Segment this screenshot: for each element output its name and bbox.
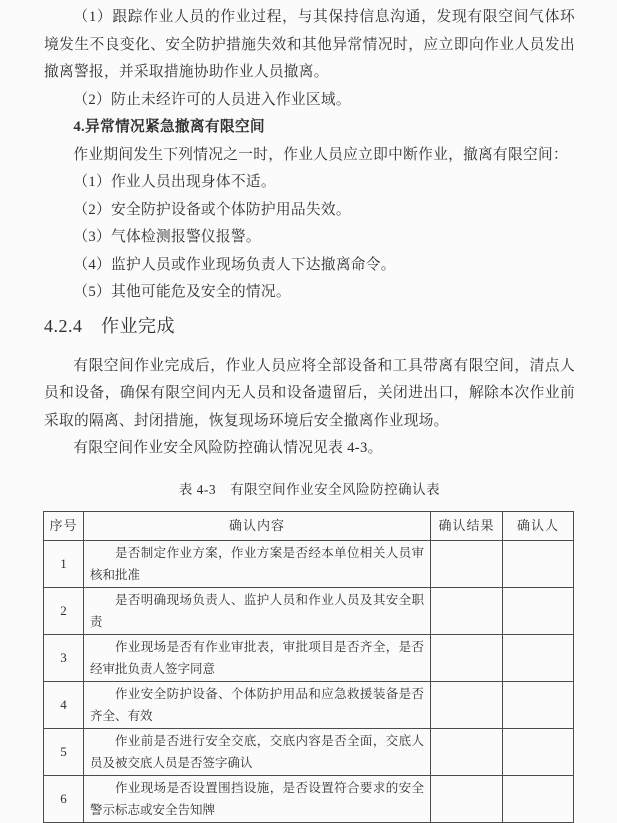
list-item-3: （3）气体检测报警仪报警。 (73, 229, 261, 245)
row-content: 作业现场是否设置围挡设施，是否设置符合要求的安全警示标志或安全告知牌 (84, 775, 431, 822)
row-confirmer (503, 728, 574, 775)
header-cell-confirmer: 确认人 (503, 511, 574, 540)
row-result (431, 728, 503, 775)
table-row (44, 681, 574, 728)
row-confirmer (503, 681, 574, 728)
table-row (44, 728, 574, 775)
row-content: 作业前是否进行安全交底，交底内容是否全面，交底人员及被交底人员是否签字确认 (84, 728, 431, 775)
table-row (44, 540, 574, 587)
table-caption: 表 4-3 有限空间作业安全风险防控确认表 (178, 481, 441, 497)
row-content: 作业安全防护设备、个体防护用品和应急救援装备是否齐全、有效 (84, 681, 431, 728)
section-heading-4-2-4: 4.2.4 作业完成 (44, 315, 175, 336)
header-cell-content: 确认内容 (84, 511, 431, 540)
row-number: 5 (44, 728, 84, 775)
list-item-2: （2）安全防护设备或个体防护用品失效。 (73, 201, 351, 218)
row-confirmer (503, 775, 574, 822)
table-row (44, 587, 574, 634)
header-cell-result: 确认结果 (431, 511, 503, 540)
row-content: 是否制定作业方案，作业方案是否经本单位相关人员审核和批准 (84, 540, 431, 587)
row-confirmer (503, 587, 574, 634)
row-result (431, 540, 503, 587)
row-result (431, 775, 503, 822)
row-confirmer (503, 634, 574, 681)
row-number: 6 (44, 775, 84, 822)
list-item-1: （1）作业人员出现身体不适。 (73, 174, 276, 190)
row-number: 2 (44, 587, 84, 634)
table-header-row (44, 511, 574, 540)
header-cell-seq: 序号 (44, 511, 84, 540)
paragraph-completion: 有限空间作业完成后，作业人员应将全部设备和工具带离有限空间，清点人员和设备，确保有限空间内无人员和设备遗留后，关闭进出口，解除本次作业前采取的隔离、封闭措施，恢复现场环境后安全撤离作业现场。 (44, 357, 575, 429)
list-item-4: （4）监护人员或作业现场负责人下达撤离命令。 (73, 256, 396, 273)
paragraph-monitor-duty-2: （2）防止未经许可的人员进入作业区域。 (73, 91, 351, 108)
list-item-5: （5）其他可能危及安全的情况。 (73, 284, 291, 300)
risk-control-confirmation-table (43, 511, 574, 823)
row-result (431, 634, 503, 681)
subsection-heading-emergency-evacuation: 4.异常情况紧急撤离有限空间 (73, 119, 265, 135)
row-number: 3 (44, 634, 84, 681)
row-number: 1 (44, 540, 84, 587)
row-result (431, 587, 503, 634)
paragraph-evacuation-intro: 作业期间发生下列情况之一时，作业人员应立即中断作业，撤离有限空间： (73, 146, 568, 163)
row-content: 是否明确现场负责人、监护人员和作业人员及其安全职责 (84, 587, 431, 634)
row-confirmer (503, 540, 574, 587)
row-content: 作业现场是否有作业审批表，审批项目是否齐全，是否经审批负责人签字同意 (84, 634, 431, 681)
table-row (44, 634, 574, 681)
paragraph-monitor-duty-1: （1）跟踪作业人员的作业过程，与其保持信息沟通，发现有限空间气体环境发生不良变化、安全防护措施失效和其他异常情况时，应立即向作业人员发出撤离警报，并采取措施协助作业人员撤离。 (44, 9, 575, 80)
table-row (44, 775, 574, 822)
row-number: 4 (44, 681, 84, 728)
row-result (431, 681, 503, 728)
paragraph-table-reference: 有限空间作业安全风险防控确认情况见表 4-3。 (73, 440, 383, 456)
